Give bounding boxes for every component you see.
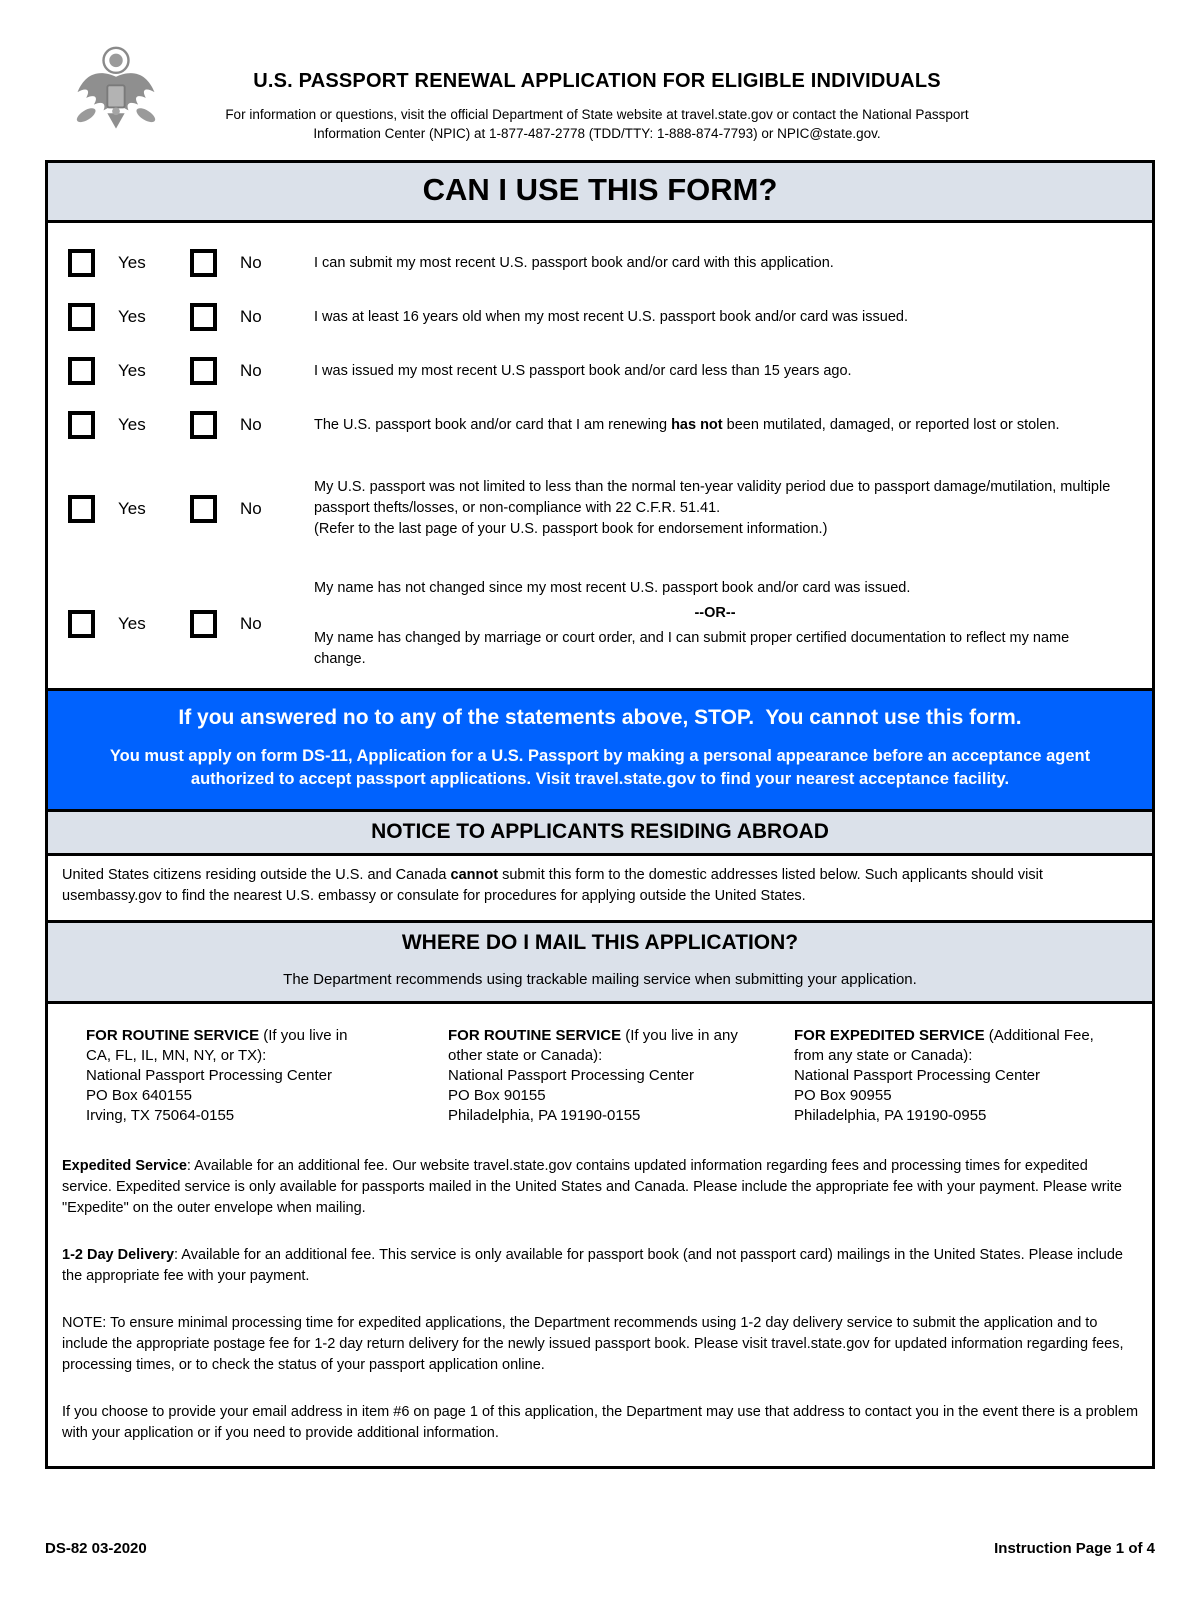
no-checkbox[interactable]: [190, 411, 217, 439]
no-label: No: [240, 361, 262, 380]
yes-label: Yes: [118, 415, 146, 434]
no-checkbox[interactable]: [190, 303, 217, 331]
no-checkbox[interactable]: [190, 249, 217, 277]
statement-text: I was at least 16 years old when my most recent U.S. passport book and/or card was issued.: [314, 308, 908, 325]
yes-checkbox[interactable]: [68, 303, 95, 331]
form-body: [45, 160, 1155, 1469]
page-title: U.S. PASSPORT RENEWAL APPLICATION FOR ELIGIBLE INDIVIDUALS: [253, 70, 941, 92]
yes-checkbox[interactable]: [68, 249, 95, 277]
stop-banner: [48, 688, 1152, 809]
or-separator: --OR--: [694, 605, 736, 621]
form-number: DS-82 03-2020: [45, 1540, 147, 1557]
abroad-notice-text: United States citizens residing outside the U.S. and Canada cannot submit this form to the domestic addresses listed below. Such applicants should visit usembassy.gov to find the nearest U.S. embassy or consulate for procedures for applying outside the United States.: [48, 853, 1152, 920]
section-title-abroad: NOTICE TO APPLICANTS RESIDING ABROAD: [48, 809, 1152, 853]
address-columns: [62, 1026, 1140, 1126]
yes-label: Yes: [118, 498, 146, 518]
expedited-service-paragraph: Expedited Service: Available for an additional fee. Our website travel.state.gov contains updated information regarding fees and processing times for expedited service. Expedited service is only available for passports mailed in the United States and Canada. Please include the appropriate fee with your payment. Please write "Expedite" on the outer envelope when mailing.: [62, 1158, 1122, 1216]
stop-banner-title: If you answered no to any of the statements above, STOP. You cannot use this form.: [178, 706, 1022, 729]
no-label: No: [240, 614, 262, 633]
email-paragraph: If you choose to provide your email address in item #6 on page 1 of this application, the Department may use that address to contact you in the event there is a problem with your application or if you need to provide additional information.: [62, 1404, 1139, 1441]
no-label: No: [240, 253, 262, 272]
note-paragraph: NOTE: To ensure minimal processing time for expedited applications, the Department recommends using 1-2 day delivery service to submit the application and to include the appropriate postage fee for 1-2 day return delivery for the newly issued passport book. Please visit travel.state.gov for updated information regarding fees, processing times, or to check the status of your passport application online.: [62, 1315, 1124, 1373]
header-contact-info: For information or questions, visit the official Department of State website at travel.state.gov or contact the National Passport Information Center (NPIC) at 1-877-487-2778 (TDD/TTY: 1-888-874-7793) or NPIC@state.gov.: [225, 107, 969, 141]
great-seal-eagle-icon: [58, 44, 174, 144]
address-expedited: FOR EXPEDITED SERVICE (Additional Fee, from any state or Canada): National Passport Processing Center PO Box 90955 Philadelphia, PA 19190-0955: [794, 1027, 1094, 1124]
no-checkbox[interactable]: [190, 495, 217, 523]
section-title-mailing: [48, 920, 1152, 1001]
yes-label: Yes: [118, 253, 146, 272]
mailing-subtitle: The Department recommends using trackable mailing service when submitting your application.: [283, 971, 917, 988]
mailing-content: [48, 1001, 1152, 1466]
statement-text: The U.S. passport book and/or card that I am renewing has not been mutilated, damaged, or reported lost or stolen.: [314, 416, 1060, 433]
yes-checkbox[interactable]: [68, 357, 95, 385]
no-label: No: [240, 415, 262, 434]
address-routine-tx: FOR ROUTINE SERVICE (If you live in CA, FL, IL, MN, NY, or TX): National Passport Processing Center PO Box 640155 Irving, TX 75064-0155: [86, 1027, 348, 1124]
yes-label: Yes: [118, 307, 146, 326]
eligibility-row-3: [48, 357, 1152, 385]
no-checkbox[interactable]: [190, 357, 217, 385]
eligibility-row-4: [48, 411, 1152, 439]
yes-checkbox[interactable]: [68, 411, 95, 439]
eligibility-row-5: [48, 477, 1152, 540]
statement-text: I can submit my most recent U.S. passport book and/or card with this application.: [314, 254, 834, 271]
yes-label: Yes: [118, 361, 146, 380]
form-header: [58, 44, 1140, 144]
no-label: No: [240, 307, 262, 326]
eligibility-row-6: [48, 578, 1152, 670]
eligibility-row-2: [48, 303, 1152, 331]
eligibility-row-1: [48, 249, 1152, 277]
no-checkbox[interactable]: [190, 610, 217, 638]
statement-text: My name has not changed since my most recent U.S. passport book and/or card was issued. --OR-- My name has changed by marriage or court order, and I can submit proper certified documentation to reflect my name change.: [314, 578, 1152, 670]
statement-text: My U.S. passport was not limited to less than the normal ten-year validity period due to passport damage/mutilation, multiple passport thefts/losses, or non-compliance with 22 C.F.R. 51.41. (Refer to the last page of your U.S. passport book for endorsement information.): [314, 479, 1111, 537]
eligibility-checklist: [48, 220, 1152, 688]
statement-text: I was issued my most recent U.S passport book and/or card less than 15 years ago.: [314, 362, 852, 379]
stop-banner-body: You must apply on form DS-11, Application for a U.S. Passport by making a personal appearance before an acceptance agent authorized to accept passport applications. Visit travel.state.gov to find your nearest acceptance facility.: [109, 747, 1091, 788]
yes-checkbox[interactable]: [68, 610, 95, 638]
yes-checkbox[interactable]: [68, 495, 95, 523]
page-number: Instruction Page 1 of 4: [994, 1540, 1155, 1557]
no-label: No: [240, 498, 262, 518]
ds82-instruction-page: [0, 44, 1200, 1597]
section-title-can-i-use: CAN I USE THIS FORM?: [48, 163, 1152, 220]
page-footer: [45, 1540, 1155, 1557]
delivery-paragraph: 1-2 Day Delivery: Available for an additional fee. This service is only available for passport book (and not passport card) mailings in the United States. Please include the appropriate fee with your payment.: [62, 1247, 1123, 1284]
mailing-title: WHERE DO I MAIL THIS APPLICATION?: [401, 931, 799, 954]
address-routine-pa: FOR ROUTINE SERVICE (If you live in any other state or Canada): National Passport Processing Center PO Box 90155 Philadelphia, PA 19190-0155: [448, 1027, 738, 1124]
yes-label: Yes: [118, 614, 146, 633]
